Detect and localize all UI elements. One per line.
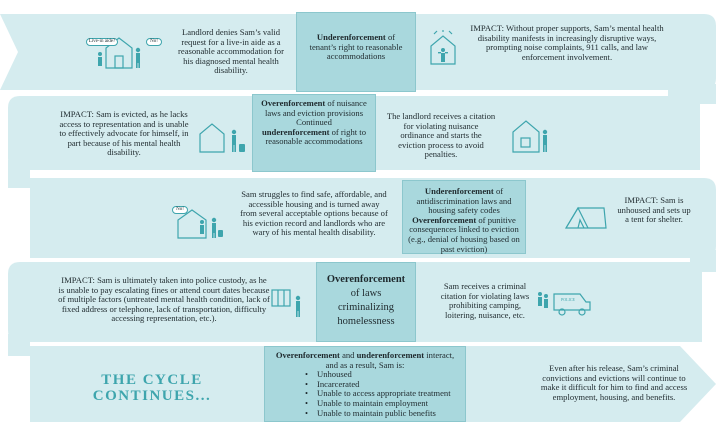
cycle-line2: CONTINUES... [92,388,212,404]
row4-impact-text: IMPACT: Sam is ultimately taken into police custody, as he is unable to pay escalating fines or attend court dates because of multiple factors (untreated mental health condition, lack of fixed address or telephone, lack of transportation, difficulty accessing representation, etc.). [58,275,270,324]
outcome-list [305,370,461,418]
underenforcement-label-2: underenforcement [262,126,330,137]
overenforcement-label-4: Overenforcement [326,274,406,285]
row2-impact-text: IMPACT: Sam is evicted, as he lacks access to representation and is unable to effectively advocate for himself, in part because of his mental health disability. [59,109,189,158]
row3-box-text2: of punitive consequences linked to eviction (e.g., denial of housing based on past eviction) [408,214,520,254]
row2-box-continued: Continued [296,117,332,128]
row2-overenforcement-box [252,94,376,172]
row5-box-text: interact, and as a result, Sam is: [325,350,455,370]
cycle-continues-title [62,372,242,404]
list-item: • Unable to access appropriate treatment [305,389,461,399]
row1-impact-text: IMPACT: Without proper supports, Sam’s mental health disability manifests in increasingly disruptive ways, prompting noise complaints, 911 calls, and law enforcement involvement. [470,23,664,62]
row5-aftermath-text: Even after his release, Sam’s criminal convictions and evictions will continue to make it difficult for him to find and access employment, housing, and benefits. [540,363,688,402]
row4-box-line2: of laws [350,288,382,299]
house-distress-icon [428,30,458,71]
row5-result-box [264,346,466,422]
row2-box-text2: of right to reasonable accommodations [265,126,366,147]
row2-box-text1: of nuisance laws and eviction provisions [264,98,367,118]
underenforcement-label: Underenforcement [316,32,386,42]
row4-overenforcement-box [316,262,416,342]
row3-box-text1: of antidiscrimination laws and housing safety codes [416,186,512,216]
row3-impact-text: IMPACT: Sam is unhoused and sets up a tent for shelter. [617,195,691,225]
cycle-line1: THE CYCLE [101,372,203,388]
row4-citation-text: Sam receives a criminal citation for violating laws prohibiting camping, loitering, nuisance, etc. [440,281,530,320]
police-van-label: POLICE [561,297,575,302]
underenforcement-label-3: Underenforcement [424,186,494,196]
row4-box-line3: criminalizing [338,302,394,313]
row3-search-text: Sam struggles to find safe, affordable, and accessible housing and is turned away from several acceptable options because of his eviction record and landlords who are wary of his mental health disability. [240,189,388,238]
underenforcement-label-5: underenforcement [356,350,425,360]
house-with-people-icon [86,30,166,75]
row1-left-text: Landlord denies Sam’s valid request for a live-in aide as a reasonable accommodation for his diagnosed mental health disability. [178,27,284,76]
row3-underenforcement-box [402,180,526,254]
overenforcement-label-3: Overenforcement [412,214,477,225]
row2-landlord-text: The landlord receives a citation for violating nuisance ordinance and starts the eviction process to avoid penalties. [386,111,496,160]
speech-bubble-no-row3: No! [172,206,188,214]
landlord-house-icon [510,116,550,159]
row1-box-text: of tenant’s right to reasonable accommodations [309,32,403,62]
row1-underenforcement-box [296,12,416,92]
list-item: • Unhoused [305,370,461,380]
list-item: • Unable to maintain public benefits [305,409,461,419]
tent-icon [564,204,608,235]
list-item: • Incarcerated [305,380,461,390]
police-custody-icon [270,288,310,323]
speech-bubble-live-in-aide: Live-in aide? [86,38,118,46]
overenforcement-label-5: Overenforcement [275,350,340,360]
list-item: • Unable to maintain employment [305,399,461,409]
overenforcement-label: Overenforcement [261,98,326,108]
evicted-house-icon [196,118,254,159]
speech-bubble-no: No! [146,38,162,46]
row4-box-line4: homelessness [337,316,395,327]
row5-and: and [339,350,357,360]
police-van-icon [534,284,592,323]
